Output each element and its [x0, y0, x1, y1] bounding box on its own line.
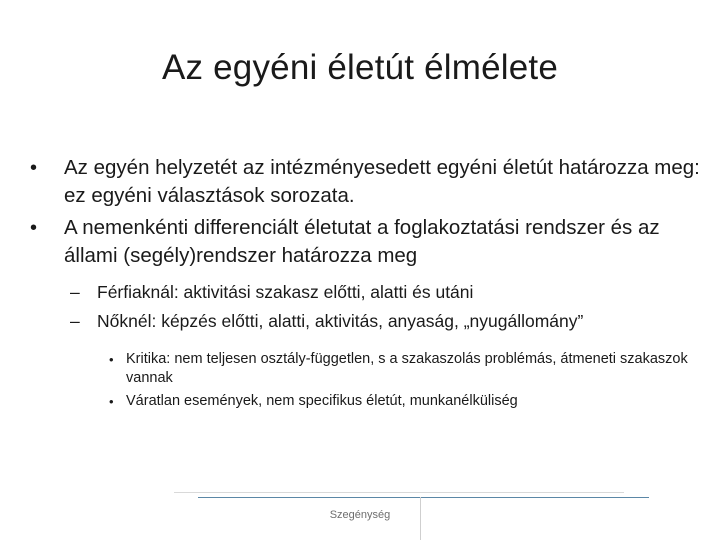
- bullet-marker: •: [109, 394, 114, 409]
- dash-marker: –: [70, 282, 80, 302]
- bullet-marker: •: [30, 217, 38, 239]
- footer-label: Szegénység: [329, 509, 391, 521]
- sub-bullet-item: [30, 278, 716, 307]
- bullet-text: Az egyén helyzetét az intézményesedett egyéni életút határozza meg: ez egyéni választások sorozata.: [64, 156, 700, 207]
- sub-sub-bullet-text: Kritika: nem teljesen osztály-független, s a szakaszolás problémás, átmeneti szakaszok vannak: [126, 351, 688, 386]
- bullet-marker: •: [109, 352, 114, 367]
- slide-body: [30, 154, 716, 411]
- sub-bullet-text: Nőknél: képzés előtti, alatti, aktivitás, anyaság, „nyugállomány”: [97, 311, 584, 331]
- bullet-item: [30, 154, 716, 210]
- dash-marker: –: [70, 311, 80, 331]
- bullet-item: [30, 214, 716, 270]
- bullet-text: A nemenkénti differenciált életutat a foglakoztatási rendszer és az állami (segély)rendszer határozza meg: [64, 216, 660, 267]
- footer-rule-blue: [198, 497, 649, 498]
- sub-sub-bullet-text: Váratlan események, nem specifikus életút, munkanélküliség: [126, 393, 518, 409]
- slide-title: Az egyéni életút élmélete: [161, 48, 559, 87]
- footer-rule-gray: [174, 492, 624, 493]
- bullet-marker: •: [30, 157, 38, 179]
- sub-bullet-text: Férfiaknál: aktivitási szakasz előtti, alatti és utáni: [97, 282, 474, 302]
- sub-sub-bullet-item: [30, 350, 716, 388]
- footer-divider: [420, 497, 421, 540]
- sub-bullet-item: [30, 307, 716, 336]
- sub-sub-bullet-item: [30, 392, 716, 411]
